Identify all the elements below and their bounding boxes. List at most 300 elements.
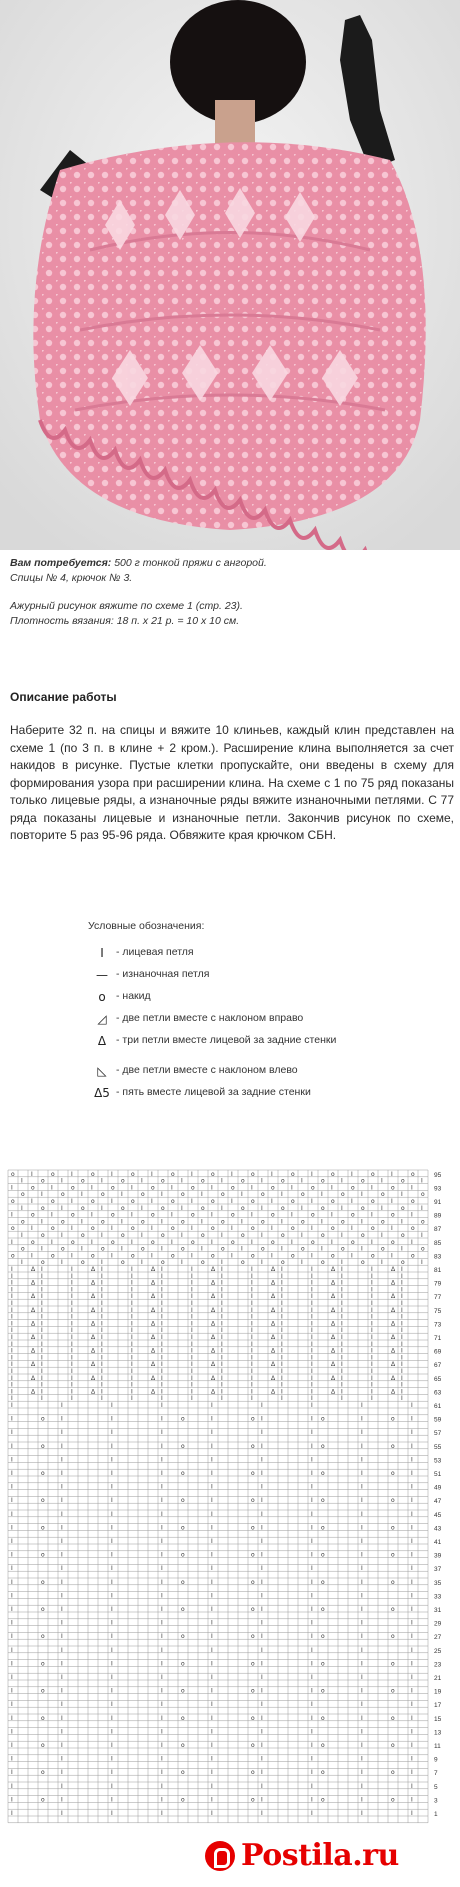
svg-text:o: o xyxy=(41,1524,45,1532)
svg-text:I: I xyxy=(141,1204,143,1212)
svg-text:I: I xyxy=(321,1218,323,1226)
svg-text:I: I xyxy=(161,1340,163,1348)
svg-text:I: I xyxy=(161,1191,163,1199)
svg-text:I: I xyxy=(221,1340,223,1348)
svg-text:I: I xyxy=(311,1538,313,1545)
svg-text:I: I xyxy=(421,1177,423,1185)
legend-label: - две петли вместе с наклоном влево xyxy=(116,1064,298,1076)
svg-text:I: I xyxy=(111,1755,113,1763)
svg-text:o: o xyxy=(181,1714,185,1722)
svg-text:I: I xyxy=(191,1170,193,1178)
row-number: 39 xyxy=(434,1552,442,1560)
svg-text:I: I xyxy=(211,1701,213,1709)
svg-text:o: o xyxy=(181,1796,185,1804)
svg-text:I: I xyxy=(311,1252,313,1260)
svg-text:I: I xyxy=(311,1633,313,1641)
svg-text:I: I xyxy=(281,1286,283,1294)
svg-text:I: I xyxy=(341,1354,343,1362)
legend-item xyxy=(88,946,418,968)
svg-text:I: I xyxy=(311,1368,313,1375)
svg-text:I: I xyxy=(341,1381,343,1389)
svg-text:I: I xyxy=(371,1334,373,1341)
svg-text:I: I xyxy=(371,1347,373,1355)
svg-text:o: o xyxy=(181,1742,185,1749)
svg-text:I: I xyxy=(361,1578,363,1586)
svg-text:I: I xyxy=(261,1742,263,1749)
svg-text:I: I xyxy=(31,1198,33,1205)
svg-text:I: I xyxy=(361,1687,363,1695)
svg-text:o: o xyxy=(231,1211,235,1219)
svg-text:I: I xyxy=(161,1354,163,1362)
row-number: 25 xyxy=(434,1647,442,1655)
svg-text:I: I xyxy=(311,1755,313,1763)
svg-text:o: o xyxy=(61,1191,65,1199)
svg-text:o: o xyxy=(121,1177,125,1185)
svg-text:I: I xyxy=(361,1660,363,1668)
svg-text:I: I xyxy=(161,1395,163,1403)
svg-text:I: I xyxy=(181,1177,183,1185)
row-number: 15 xyxy=(434,1715,442,1723)
svg-text:I: I xyxy=(91,1238,93,1246)
svg-text:I: I xyxy=(211,1429,213,1437)
row-number: 23 xyxy=(434,1661,442,1669)
legend-item xyxy=(88,1012,418,1034)
svg-text:I: I xyxy=(251,1211,253,1219)
svg-text:I: I xyxy=(61,1646,63,1654)
svg-text:I: I xyxy=(161,1769,163,1777)
svg-text:I: I xyxy=(261,1510,263,1518)
svg-text:I: I xyxy=(401,1374,403,1382)
svg-text:I: I xyxy=(191,1306,193,1314)
svg-text:I: I xyxy=(101,1374,103,1382)
svg-text:I: I xyxy=(251,1368,253,1375)
svg-text:I: I xyxy=(421,1204,423,1212)
svg-text:I: I xyxy=(311,1381,313,1389)
svg-text:I: I xyxy=(11,1660,13,1668)
legend-item xyxy=(88,1064,418,1086)
row-number: 43 xyxy=(434,1525,442,1533)
svg-text:I: I xyxy=(221,1313,223,1321)
svg-text:I: I xyxy=(361,1402,363,1409)
svg-text:I: I xyxy=(211,1578,213,1586)
svg-text:I: I xyxy=(371,1361,373,1369)
svg-text:I: I xyxy=(281,1313,283,1321)
row-number: 35 xyxy=(434,1579,442,1587)
svg-text:I: I xyxy=(231,1225,233,1233)
svg-text:I: I xyxy=(341,1232,343,1239)
svg-text:o: o xyxy=(391,1660,395,1668)
svg-text:o: o xyxy=(401,1177,405,1185)
svg-text:I: I xyxy=(161,1606,163,1613)
svg-text:I: I xyxy=(11,1272,13,1280)
svg-text:I: I xyxy=(281,1266,283,1273)
svg-text:I: I xyxy=(261,1619,263,1627)
svg-text:Δ: Δ xyxy=(91,1388,96,1396)
svg-text:I: I xyxy=(341,1327,343,1335)
svg-text:I: I xyxy=(131,1272,133,1280)
svg-text:I: I xyxy=(411,1184,413,1192)
svg-text:o: o xyxy=(161,1232,165,1239)
svg-text:I: I xyxy=(211,1810,213,1817)
svg-text:I: I xyxy=(371,1368,373,1375)
svg-text:I: I xyxy=(361,1796,363,1804)
svg-text:I: I xyxy=(411,1565,413,1573)
svg-text:I: I xyxy=(161,1320,163,1328)
svg-text:I: I xyxy=(211,1211,213,1219)
svg-text:I: I xyxy=(111,1714,113,1722)
svg-text:I: I xyxy=(391,1198,393,1205)
svg-text:o: o xyxy=(181,1551,185,1559)
svg-text:I: I xyxy=(191,1320,193,1328)
row-number: 17 xyxy=(434,1702,442,1710)
svg-text:I: I xyxy=(411,1592,413,1600)
svg-text:I: I xyxy=(311,1198,313,1205)
svg-text:I: I xyxy=(361,1728,363,1736)
svg-text:I: I xyxy=(221,1374,223,1382)
svg-text:Δ: Δ xyxy=(31,1347,36,1355)
svg-text:I: I xyxy=(311,1347,313,1355)
svg-text:I: I xyxy=(281,1300,283,1307)
svg-text:I: I xyxy=(211,1606,213,1613)
svg-text:Δ: Δ xyxy=(211,1361,216,1369)
svg-text:I: I xyxy=(251,1293,253,1301)
svg-text:I: I xyxy=(71,1361,73,1369)
svg-text:I: I xyxy=(11,1687,13,1695)
svg-text:I: I xyxy=(311,1483,313,1491)
svg-text:o: o xyxy=(411,1252,415,1260)
svg-text:I: I xyxy=(11,1381,13,1389)
svg-text:I: I xyxy=(61,1619,63,1627)
svg-text:I: I xyxy=(211,1510,213,1518)
svg-text:I: I xyxy=(61,1204,63,1212)
svg-text:I: I xyxy=(291,1238,293,1246)
svg-text:I: I xyxy=(401,1293,403,1301)
svg-text:o: o xyxy=(361,1232,365,1239)
svg-text:o: o xyxy=(321,1470,325,1477)
svg-text:o: o xyxy=(291,1252,295,1260)
svg-text:I: I xyxy=(121,1191,123,1199)
svg-text:o: o xyxy=(411,1170,415,1178)
svg-text:I: I xyxy=(71,1252,73,1260)
row-number: 69 xyxy=(434,1348,442,1356)
svg-text:Δ: Δ xyxy=(31,1320,36,1328)
svg-text:o: o xyxy=(271,1184,275,1192)
svg-text:o: o xyxy=(221,1245,225,1253)
svg-text:o: o xyxy=(251,1578,255,1586)
svg-text:I: I xyxy=(211,1483,213,1491)
svg-text:I: I xyxy=(31,1225,33,1233)
row-number: 51 xyxy=(434,1471,442,1478)
svg-text:I: I xyxy=(221,1279,223,1287)
svg-text:I: I xyxy=(81,1218,83,1226)
svg-text:o: o xyxy=(151,1184,155,1192)
svg-text:o: o xyxy=(101,1218,105,1226)
svg-text:I: I xyxy=(131,1238,133,1246)
svg-text:I: I xyxy=(251,1306,253,1314)
svg-text:I: I xyxy=(311,1714,313,1722)
svg-text:I: I xyxy=(161,1306,163,1314)
svg-text:I: I xyxy=(161,1483,163,1491)
svg-text:o: o xyxy=(181,1769,185,1777)
svg-text:I: I xyxy=(311,1361,313,1369)
svg-text:I: I xyxy=(211,1796,213,1804)
svg-text:I: I xyxy=(61,1578,63,1586)
svg-text:I: I xyxy=(101,1361,103,1369)
row-number: 89 xyxy=(434,1212,442,1220)
row-number: 93 xyxy=(434,1185,442,1193)
svg-text:I: I xyxy=(401,1361,403,1369)
svg-text:o: o xyxy=(321,1204,325,1212)
svg-text:o: o xyxy=(71,1211,75,1219)
svg-text:o: o xyxy=(201,1232,205,1239)
svg-text:I: I xyxy=(351,1225,353,1233)
svg-text:o: o xyxy=(381,1245,385,1253)
svg-text:I: I xyxy=(261,1810,263,1817)
k5tog-icon: Δ5 xyxy=(94,1086,110,1100)
legend-label: - накид xyxy=(116,990,151,1002)
svg-text:Δ: Δ xyxy=(211,1266,216,1273)
svg-text:I: I xyxy=(341,1177,343,1185)
svg-text:I: I xyxy=(161,1742,163,1749)
svg-text:I: I xyxy=(311,1300,313,1307)
svg-text:o: o xyxy=(391,1606,395,1613)
svg-text:I: I xyxy=(311,1619,313,1627)
row-number: 1 xyxy=(434,1811,438,1818)
svg-text:I: I xyxy=(361,1524,363,1532)
svg-text:I: I xyxy=(41,1313,43,1321)
materials-yarn: 500 г тонкой пряжи с ангорой. xyxy=(114,557,267,569)
svg-text:o: o xyxy=(41,1497,45,1505)
svg-text:o: o xyxy=(71,1238,75,1246)
svg-text:I: I xyxy=(41,1361,43,1369)
row-number: 11 xyxy=(434,1743,441,1750)
svg-text:I: I xyxy=(41,1191,43,1199)
svg-text:I: I xyxy=(61,1592,63,1600)
postila-logo-icon xyxy=(205,1841,235,1871)
svg-text:o: o xyxy=(411,1198,415,1205)
svg-text:I: I xyxy=(31,1252,33,1260)
svg-text:I: I xyxy=(111,1470,113,1477)
svg-text:I: I xyxy=(411,1755,413,1763)
svg-text:I: I xyxy=(111,1538,113,1545)
svg-text:I: I xyxy=(251,1238,253,1246)
svg-text:o: o xyxy=(351,1184,355,1192)
svg-text:I: I xyxy=(311,1429,313,1437)
svg-text:I: I xyxy=(101,1300,103,1307)
svg-text:I: I xyxy=(161,1782,163,1790)
row-number: 73 xyxy=(434,1321,442,1329)
svg-text:Δ: Δ xyxy=(331,1388,336,1396)
svg-text:I: I xyxy=(361,1245,363,1253)
svg-text:I: I xyxy=(161,1286,163,1294)
svg-text:I: I xyxy=(41,1320,43,1328)
svg-text:o: o xyxy=(181,1218,185,1226)
svg-text:I: I xyxy=(221,1306,223,1314)
svg-text:o: o xyxy=(181,1606,185,1613)
svg-text:o: o xyxy=(391,1442,395,1450)
svg-text:Δ: Δ xyxy=(151,1293,156,1301)
svg-text:I: I xyxy=(261,1470,263,1477)
svg-text:I: I xyxy=(361,1646,363,1654)
svg-text:I: I xyxy=(41,1368,43,1375)
svg-text:I: I xyxy=(371,1340,373,1348)
svg-text:I: I xyxy=(371,1211,373,1219)
svg-text:I: I xyxy=(121,1245,123,1253)
svg-text:I: I xyxy=(11,1354,13,1362)
row-number: 53 xyxy=(434,1457,442,1465)
svg-text:o: o xyxy=(161,1204,165,1212)
yarn-over-icon: o xyxy=(98,990,106,1004)
svg-text:o: o xyxy=(91,1225,95,1233)
svg-text:I: I xyxy=(201,1245,203,1253)
svg-text:I: I xyxy=(351,1170,353,1178)
svg-text:I: I xyxy=(131,1334,133,1341)
svg-text:I: I xyxy=(161,1300,163,1307)
gauge-text: Плотность вязания: 18 п. х 21 р. = 10 х 10 см. xyxy=(10,615,240,627)
knit-stitch-icon: I xyxy=(100,946,104,960)
svg-text:I: I xyxy=(221,1347,223,1355)
svg-text:I: I xyxy=(211,1497,213,1505)
svg-text:I: I xyxy=(131,1381,133,1389)
legend-label: - две петли вместе с наклоном вправо xyxy=(116,1012,304,1024)
svg-text:Δ: Δ xyxy=(331,1334,336,1341)
svg-text:I: I xyxy=(221,1354,223,1362)
svg-text:I: I xyxy=(411,1606,413,1613)
svg-text:o: o xyxy=(301,1218,305,1226)
svg-text:o: o xyxy=(41,1742,45,1749)
svg-text:o: o xyxy=(41,1796,45,1804)
svg-text:I: I xyxy=(311,1313,313,1321)
svg-text:I: I xyxy=(331,1211,333,1219)
svg-text:I: I xyxy=(251,1266,253,1273)
svg-text:o: o xyxy=(321,1796,325,1804)
svg-text:I: I xyxy=(71,1266,73,1273)
legend-label: - три петли вместе лицевой за задние стенки xyxy=(116,1034,337,1046)
svg-text:I: I xyxy=(11,1374,13,1382)
svg-text:I: I xyxy=(11,1266,13,1273)
svg-text:o: o xyxy=(201,1259,205,1267)
svg-text:o: o xyxy=(401,1232,405,1239)
svg-text:I: I xyxy=(311,1334,313,1341)
svg-text:I: I xyxy=(111,1646,113,1654)
svg-text:I: I xyxy=(251,1347,253,1355)
svg-text:I: I xyxy=(251,1334,253,1341)
svg-text:I: I xyxy=(161,1361,163,1369)
k2tog-left-icon: ◺ xyxy=(97,1064,107,1078)
svg-text:I: I xyxy=(111,1402,113,1409)
k3tog-icon: Δ xyxy=(97,1034,107,1048)
svg-text:I: I xyxy=(71,1327,73,1335)
svg-text:I: I xyxy=(261,1687,263,1695)
svg-text:I: I xyxy=(41,1340,43,1348)
svg-text:o: o xyxy=(81,1177,85,1185)
svg-text:I: I xyxy=(311,1225,313,1233)
svg-text:I: I xyxy=(131,1300,133,1307)
svg-text:I: I xyxy=(61,1429,63,1437)
svg-text:I: I xyxy=(161,1565,163,1573)
svg-text:Δ: Δ xyxy=(31,1388,36,1396)
row-number: 77 xyxy=(434,1294,442,1302)
svg-text:I: I xyxy=(61,1259,63,1267)
svg-text:I: I xyxy=(301,1232,303,1239)
svg-text:I: I xyxy=(311,1674,313,1681)
svg-text:I: I xyxy=(61,1415,63,1423)
svg-text:I: I xyxy=(191,1368,193,1375)
svg-text:I: I xyxy=(281,1361,283,1369)
svg-text:I: I xyxy=(191,1252,193,1260)
svg-text:I: I xyxy=(111,1456,113,1464)
svg-text:o: o xyxy=(351,1211,355,1219)
materials-heading: Вам потребуется: xyxy=(10,557,112,569)
svg-text:I: I xyxy=(61,1402,63,1409)
svg-text:I: I xyxy=(361,1429,363,1437)
svg-text:I: I xyxy=(131,1320,133,1328)
svg-text:I: I xyxy=(221,1395,223,1403)
svg-text:I: I xyxy=(161,1368,163,1375)
svg-text:I: I xyxy=(131,1361,133,1369)
svg-text:Δ: Δ xyxy=(271,1347,276,1355)
svg-text:I: I xyxy=(341,1388,343,1396)
svg-text:o: o xyxy=(321,1177,325,1185)
svg-text:I: I xyxy=(261,1538,263,1545)
svg-text:I: I xyxy=(71,1170,73,1178)
svg-text:I: I xyxy=(211,1415,213,1423)
svg-text:I: I xyxy=(311,1728,313,1736)
svg-text:I: I xyxy=(401,1354,403,1362)
svg-text:o: o xyxy=(251,1606,255,1613)
svg-text:o: o xyxy=(391,1714,395,1722)
svg-text:I: I xyxy=(411,1415,413,1423)
svg-text:I: I xyxy=(71,1306,73,1314)
row-number: 71 xyxy=(434,1335,442,1342)
svg-text:o: o xyxy=(241,1259,245,1267)
svg-text:I: I xyxy=(221,1381,223,1389)
svg-text:I: I xyxy=(11,1578,13,1586)
svg-text:o: o xyxy=(371,1170,375,1178)
svg-text:I: I xyxy=(11,1674,13,1681)
svg-text:I: I xyxy=(341,1395,343,1403)
svg-text:o: o xyxy=(181,1660,185,1668)
svg-text:I: I xyxy=(341,1272,343,1280)
svg-text:I: I xyxy=(221,1286,223,1294)
svg-text:I: I xyxy=(161,1796,163,1804)
svg-text:I: I xyxy=(261,1714,263,1722)
row-number: 5 xyxy=(434,1783,438,1791)
svg-text:I: I xyxy=(161,1218,163,1226)
svg-text:I: I xyxy=(11,1429,13,1437)
svg-text:o: o xyxy=(41,1177,45,1185)
svg-text:I: I xyxy=(11,1619,13,1627)
row-number: 7 xyxy=(434,1770,438,1778)
svg-text:I: I xyxy=(321,1245,323,1253)
svg-text:I: I xyxy=(261,1232,263,1239)
svg-text:I: I xyxy=(341,1361,343,1369)
svg-text:o: o xyxy=(171,1252,175,1260)
svg-text:Δ: Δ xyxy=(391,1279,396,1287)
svg-text:I: I xyxy=(261,1429,263,1437)
svg-text:I: I xyxy=(341,1259,343,1267)
svg-text:Δ: Δ xyxy=(31,1293,36,1301)
svg-text:I: I xyxy=(61,1565,63,1573)
svg-text:o: o xyxy=(281,1204,285,1212)
svg-text:I: I xyxy=(371,1313,373,1321)
svg-text:Δ: Δ xyxy=(211,1306,216,1314)
svg-text:I: I xyxy=(11,1796,13,1804)
svg-text:I: I xyxy=(11,1483,13,1491)
svg-text:Δ: Δ xyxy=(331,1293,336,1301)
svg-text:Δ: Δ xyxy=(391,1347,396,1355)
svg-text:I: I xyxy=(401,1347,403,1355)
